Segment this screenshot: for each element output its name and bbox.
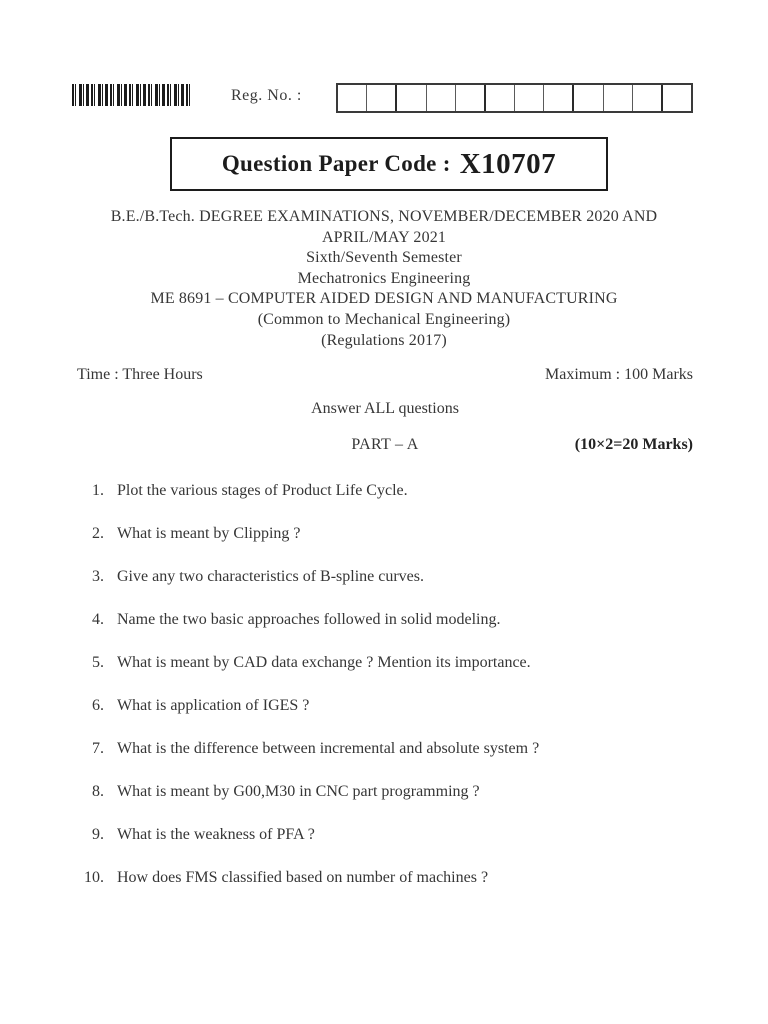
part-a-marks: (10×2=20 Marks) — [574, 436, 693, 453]
question-paper-code-value: X10707 — [459, 147, 557, 180]
question-text: What is application of IGES ? — [117, 697, 310, 714]
reg-no-cell — [395, 85, 425, 111]
reg-no-grid — [336, 83, 693, 113]
reg-no-cell — [572, 85, 602, 111]
instructions-text: Answer ALL questions — [311, 400, 459, 417]
exam-regulations-line: (Regulations 2017) — [321, 331, 447, 349]
reg-no-cell — [661, 85, 691, 111]
question-number: 8. — [92, 783, 104, 800]
question-text: Plot the various stages of Product Life Cycle. — [117, 482, 408, 499]
maximum-marks-label: Maximum : 100 Marks — [545, 366, 693, 383]
reg-no-cell — [426, 85, 455, 111]
question-text: What is meant by G00,M30 in CNC part programming ? — [117, 783, 480, 800]
exam-title-line: APRIL/MAY 2021 — [321, 228, 447, 246]
question-row — [77, 653, 693, 672]
question-text: How does FMS classified based on number of machines ? — [117, 869, 489, 886]
question-row — [77, 524, 693, 543]
reg-no-cell — [366, 85, 395, 111]
exam-branch-line: Mechatronics Engineering — [297, 269, 471, 287]
reg-no-label: Reg. No. : — [231, 87, 302, 104]
reg-no-cell — [632, 85, 661, 111]
reg-no-cell — [338, 85, 366, 111]
question-number: 2. — [92, 525, 104, 542]
question-number: 5. — [92, 654, 104, 671]
question-number: 4. — [92, 611, 104, 628]
question-text: What is the difference between incremental and absolute system ? — [117, 740, 540, 757]
barcode-image — [72, 84, 190, 106]
question-number: 10. — [84, 869, 104, 886]
question-paper-code-label: Question Paper Code : — [221, 151, 451, 176]
question-text: What is meant by Clipping ? — [117, 525, 301, 542]
question-row — [77, 696, 693, 715]
question-number: 6. — [92, 697, 104, 714]
time-allowed-label: Time : Three Hours — [77, 366, 203, 383]
part-a-title: PART – A — [351, 436, 419, 453]
reg-no-cell — [455, 85, 484, 111]
question-text: Give any two characteristics of B-spline curves. — [117, 568, 425, 585]
question-row — [77, 825, 693, 844]
question-number: 9. — [92, 826, 104, 843]
question-row — [77, 739, 693, 758]
question-number: 3. — [92, 568, 104, 585]
question-row — [77, 610, 693, 629]
question-text: What is the weakness of PFA ? — [117, 826, 315, 843]
question-row — [77, 782, 693, 801]
question-row — [77, 567, 693, 586]
question-text: What is meant by CAD data exchange ? Mention its importance. — [117, 654, 531, 671]
question-paper-code-box — [170, 137, 608, 191]
questions-list — [77, 481, 693, 887]
exam-common-line: (Common to Mechanical Engineering) — [257, 310, 511, 328]
reg-no-cell — [484, 85, 514, 111]
exam-semester-line: Sixth/Seventh Semester — [306, 249, 462, 267]
question-text: Name the two basic approaches followed in solid modeling. — [117, 611, 501, 628]
question-number: 1. — [92, 482, 104, 499]
time-marks-row — [77, 366, 693, 384]
exam-title-line: B.E./B.Tech. DEGREE EXAMINATIONS, NOVEMBER/DECEMBER 2020 AND — [110, 208, 658, 225]
reg-no-cell — [543, 85, 572, 111]
exam-subject-line: ME 8691 – COMPUTER AIDED DESIGN AND MANUFACTURING — [150, 290, 618, 308]
reg-no-cell — [514, 85, 543, 111]
question-row — [77, 481, 693, 500]
question-row — [77, 868, 693, 887]
part-a-row — [77, 436, 693, 454]
question-number: 7. — [92, 740, 104, 757]
reg-no-cell — [603, 85, 632, 111]
exam-title-block — [64, 207, 704, 351]
